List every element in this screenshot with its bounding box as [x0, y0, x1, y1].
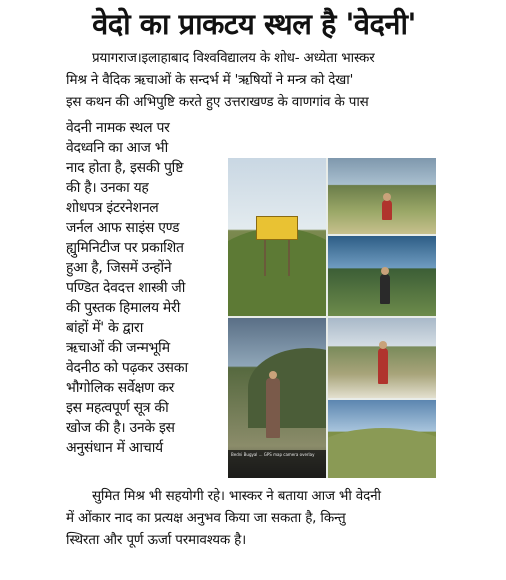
- column-line: अनुसंधान में आचार्य: [66, 440, 163, 456]
- column-line: खोज की है। उनके इस: [66, 420, 175, 436]
- column-line: जर्नल आफ साइंस एण्ड: [66, 220, 180, 236]
- intro-line-3: इस कथन की अभिपुष्टि करते हुए उत्तराखण्ड के वाणगांव के पास: [66, 94, 369, 110]
- column-line: इस महत्वपूर्ण सूत्र की: [66, 400, 169, 416]
- intro-line-2: मिश्र ने वैदिक ऋचाओं के सन्दर्भ में 'ऋषियों ने मन्त्र को देखा': [66, 72, 354, 88]
- photo-person-mountains: [228, 318, 326, 478]
- outro-line-3: स्थिरता और पूर्ण ऊर्जा परमावश्यक है।: [66, 532, 247, 548]
- column-line: वेदनी नामक स्थल पर: [66, 120, 170, 136]
- photo-caption: Bedni Bugyal ... GPS map camera overlay: [228, 450, 326, 478]
- column-line: वेदनीठ को पढ़कर उसका: [66, 360, 188, 376]
- photo-person-forest: [328, 236, 436, 316]
- intro-line-1: प्रयागराज।इलाहाबाद विश्वविद्यालय के शोध- अध्येता भास्कर: [92, 50, 375, 66]
- photo-collage: [228, 158, 436, 478]
- photo-signboard-hill: [228, 158, 326, 316]
- signboard: [256, 216, 298, 240]
- column-line: नाद होता है, इसकी पुष्टि: [66, 160, 184, 176]
- outro-line-2: में ओंकार नाद का प्रत्यक्ष अनुभव किया जा सकता है, किन्तु: [66, 510, 346, 526]
- column-line: हुआ है, जिसमें उन्होंने: [66, 260, 172, 276]
- photo-person-meadow: [328, 318, 436, 398]
- photo-person-seated: [328, 158, 436, 234]
- column-line: की है। उनका यह: [66, 180, 149, 196]
- column-line: वेदध्वनि का आज भी: [66, 140, 168, 156]
- column-line: ह्युमिनिटीज पर प्रकाशित: [66, 240, 184, 256]
- column-line: बांहों में' के द्वारा: [66, 320, 144, 336]
- column-line: पण्डित देवदत्त शास्त्री जी: [66, 280, 186, 296]
- column-line: शोधपत्र इंटरनेशनल: [66, 200, 159, 216]
- column-line: ऋचाओं की जन्मभूमि: [66, 340, 170, 356]
- outro-line-1: सुमित मिश्र भी सहयोगी रहे। भास्कर ने बताया आज भी वेदनी: [92, 488, 381, 504]
- photo-meadow-landscape: [328, 400, 436, 478]
- narrow-column: [66, 118, 216, 458]
- column-line: की पुस्तक हिमालय मेरी: [66, 300, 181, 316]
- headline: वेदो का प्राकटय स्थल है 'वेदनी': [92, 7, 416, 41]
- column-line: भौगोलिक सर्वेक्षण कर: [66, 380, 175, 396]
